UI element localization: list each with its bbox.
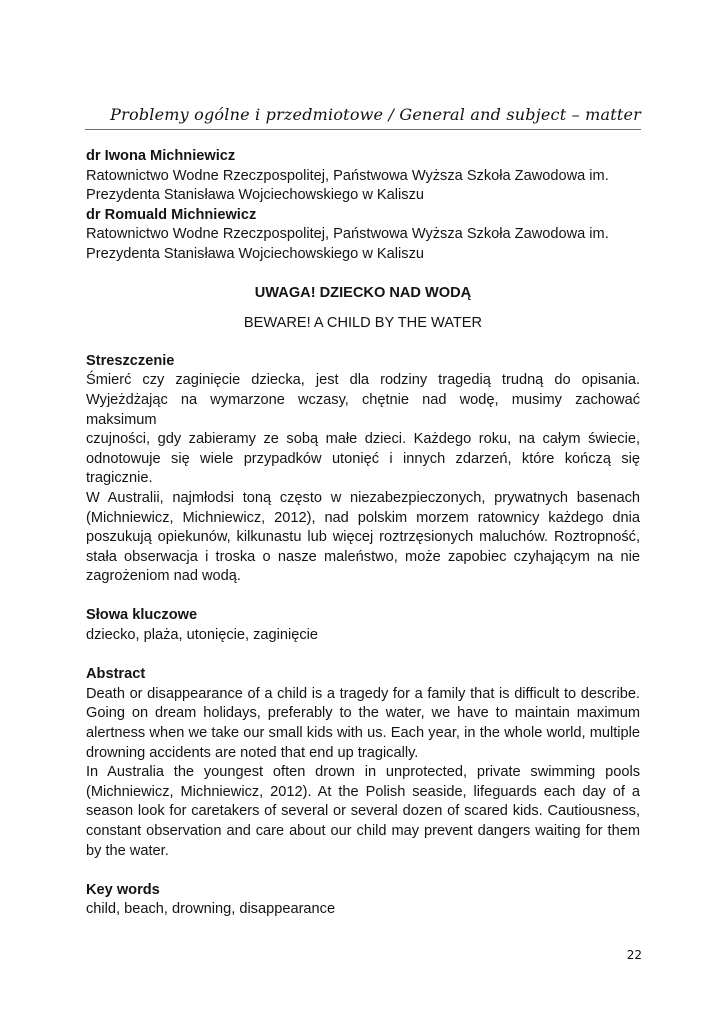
abstract-heading: Abstract	[86, 666, 146, 683]
abstract-section	[86, 665, 640, 861]
article-title-polish: UWAGA! DZIECKO NAD WODĄ	[254, 284, 472, 301]
paragraph-line: Śmierć czy zaginięcie dziecka, jest dla rodziny tragedią trudną do opisania.	[86, 372, 640, 389]
author-name: dr Romuald Michniewicz	[86, 206, 257, 223]
paragraph-line: season look for caretakers of several or several dozen of scared kids. Cautiousness,	[86, 803, 640, 820]
author-affiliation-line: Ratownictwo Wodne Rzeczpospolitej, Państwowa Wyższa Szkoła Zawodowa im.	[86, 167, 609, 184]
slowa-kluczowe-section	[86, 606, 640, 645]
paragraph-line: constant observation and care about our child may prevent dangers waiting for them	[86, 823, 640, 839]
running-header: Problemy ogólne i przedmiotowe / General and subject – matter	[110, 105, 641, 124]
page-number: 22	[626, 948, 642, 962]
author-affiliation-line: Ratownictwo Wodne Rzeczpospolitej, Państwowa Wyższa Szkoła Zawodowa im.	[86, 226, 609, 243]
author-block-1	[86, 147, 640, 206]
paragraph-line: Wyjeżdżając na wymarzone wczasy, chętnie nad wodę, musimy zachować maksimum	[86, 391, 640, 428]
key-words-heading: Key words	[86, 881, 160, 898]
paragraph-line: In Australia the youngest often drown in unprotected, private swimming pools	[86, 764, 640, 781]
spacer	[86, 861, 640, 881]
header-divider	[85, 129, 641, 130]
paragraph-line: stała obserwacja i troska o nasze maleństwo, może zapobiec czyhającym na nie	[86, 548, 640, 565]
paragraph-line: odnotowuje się wiele przypadków utonięć i innych zdarzeń, które kończą się tragicznie.	[86, 450, 640, 487]
slowa-kluczowe-text: dziecko, plaża, utonięcie, zaginięcie	[86, 627, 319, 644]
article-title-english: BEWARE! A CHILD BY THE WATER	[243, 315, 483, 332]
spacer	[86, 646, 640, 666]
paragraph-line: alertness when we take our small kids with us. Each year, in the whole world, multiple	[86, 725, 640, 742]
paragraph-line: by the water.	[86, 842, 169, 859]
author-block-2	[86, 206, 640, 265]
author-name: dr Iwona Michniewicz	[86, 148, 236, 164]
paragraph-line: (Michniewicz, Michniewicz, 2012). At the Polish seaside, lifeguards each day of a	[86, 783, 640, 800]
key-words-section	[86, 881, 640, 920]
paragraph-line: poszukują opiekunów, kilkunastu lub więcej roztrzęsionych maluchów. Roztropność,	[86, 529, 640, 546]
paragraph-line: Death or disappearance of a child is a tragedy for a family that is difficult to describe.	[86, 685, 640, 702]
paragraph-line: (Michniewicz, Michniewicz, 2012), nad polskim morzem ratownicy każdego dnia	[86, 509, 640, 526]
streszczenie-heading: Streszczenie	[86, 352, 175, 369]
spacer	[86, 587, 640, 607]
slowa-kluczowe-heading: Słowa kluczowe	[86, 607, 198, 624]
paragraph-line: drowning accidents are noted that end up tragically.	[86, 744, 419, 761]
paragraph-line: zagrożeniom nad wodą.	[86, 568, 241, 585]
paragraph-line: Going on dream holidays, preferably to the water, we have to maintain maximum	[86, 705, 640, 722]
streszczenie-section	[86, 352, 640, 587]
article-body	[86, 147, 640, 920]
paragraph-line: czujności, gdy zabieramy ze sobą małe dzieci. Każdego roku, na całym świecie,	[86, 431, 640, 448]
paragraph-line: W Australii, najmłodsi toną często w niezabezpieczonych, prywatnych basenach	[86, 489, 640, 506]
author-affiliation-line: Prezydenta Stanisława Wojciechowskiego w Kaliszu	[86, 187, 424, 204]
author-affiliation-line: Prezydenta Stanisława Wojciechowskiego w Kaliszu	[86, 245, 424, 262]
key-words-text: child, beach, drowning, disappearance	[86, 901, 336, 918]
